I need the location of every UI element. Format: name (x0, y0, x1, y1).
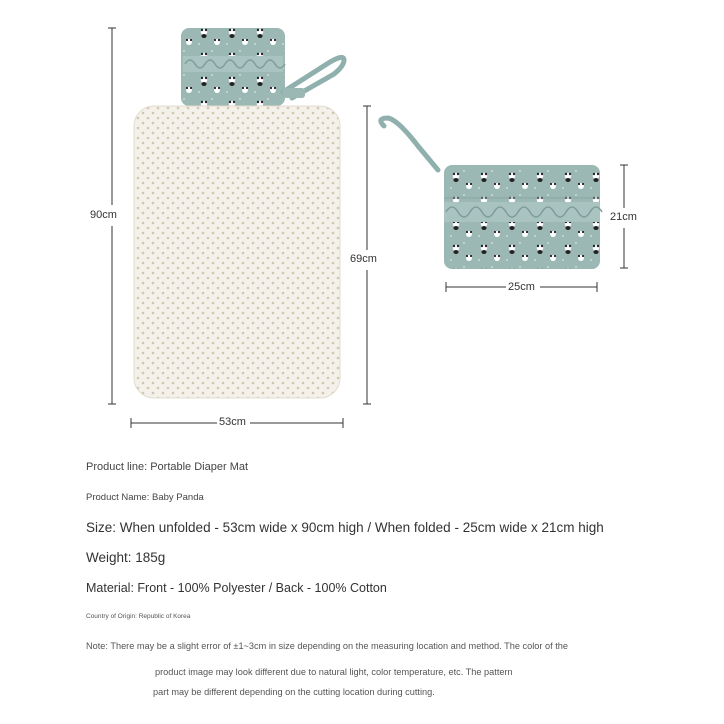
dimension-label-69cm: 69cm (350, 253, 377, 265)
note-line-2: product image may look different due to natural light, color temperature, etc. The pattern (155, 667, 513, 677)
note-line-1: Note: There may be a slight error of ±1~3cm in size depending on the measuring location and method. The color of the (86, 641, 568, 651)
country-of-origin-text: Country of Origin: Republic of Korea (86, 613, 191, 620)
product-name-text: Product Name: Baby Panda (86, 492, 204, 503)
size-text: Size: When unfolded - 53cm wide x 90cm high / When folded - 25cm wide x 21cm high (86, 520, 604, 535)
dimension-label-53cm: 53cm (219, 416, 246, 428)
weight-text: Weight: 185g (86, 550, 166, 565)
dimension-label-21cm: 21cm (610, 211, 637, 223)
unfolded-mat (134, 28, 344, 398)
note-line-3: part may be different depending on the cutting location during cutting. (153, 687, 435, 697)
product-line-text: Product line: Portable Diaper Mat (86, 461, 249, 473)
dimension-label-90cm: 90cm (90, 209, 117, 221)
material-text: Material: Front - 100% Polyester / Back - 100% Cotton (86, 581, 387, 595)
dimension-label-25cm: 25cm (508, 281, 535, 293)
folded-mat (381, 118, 602, 269)
